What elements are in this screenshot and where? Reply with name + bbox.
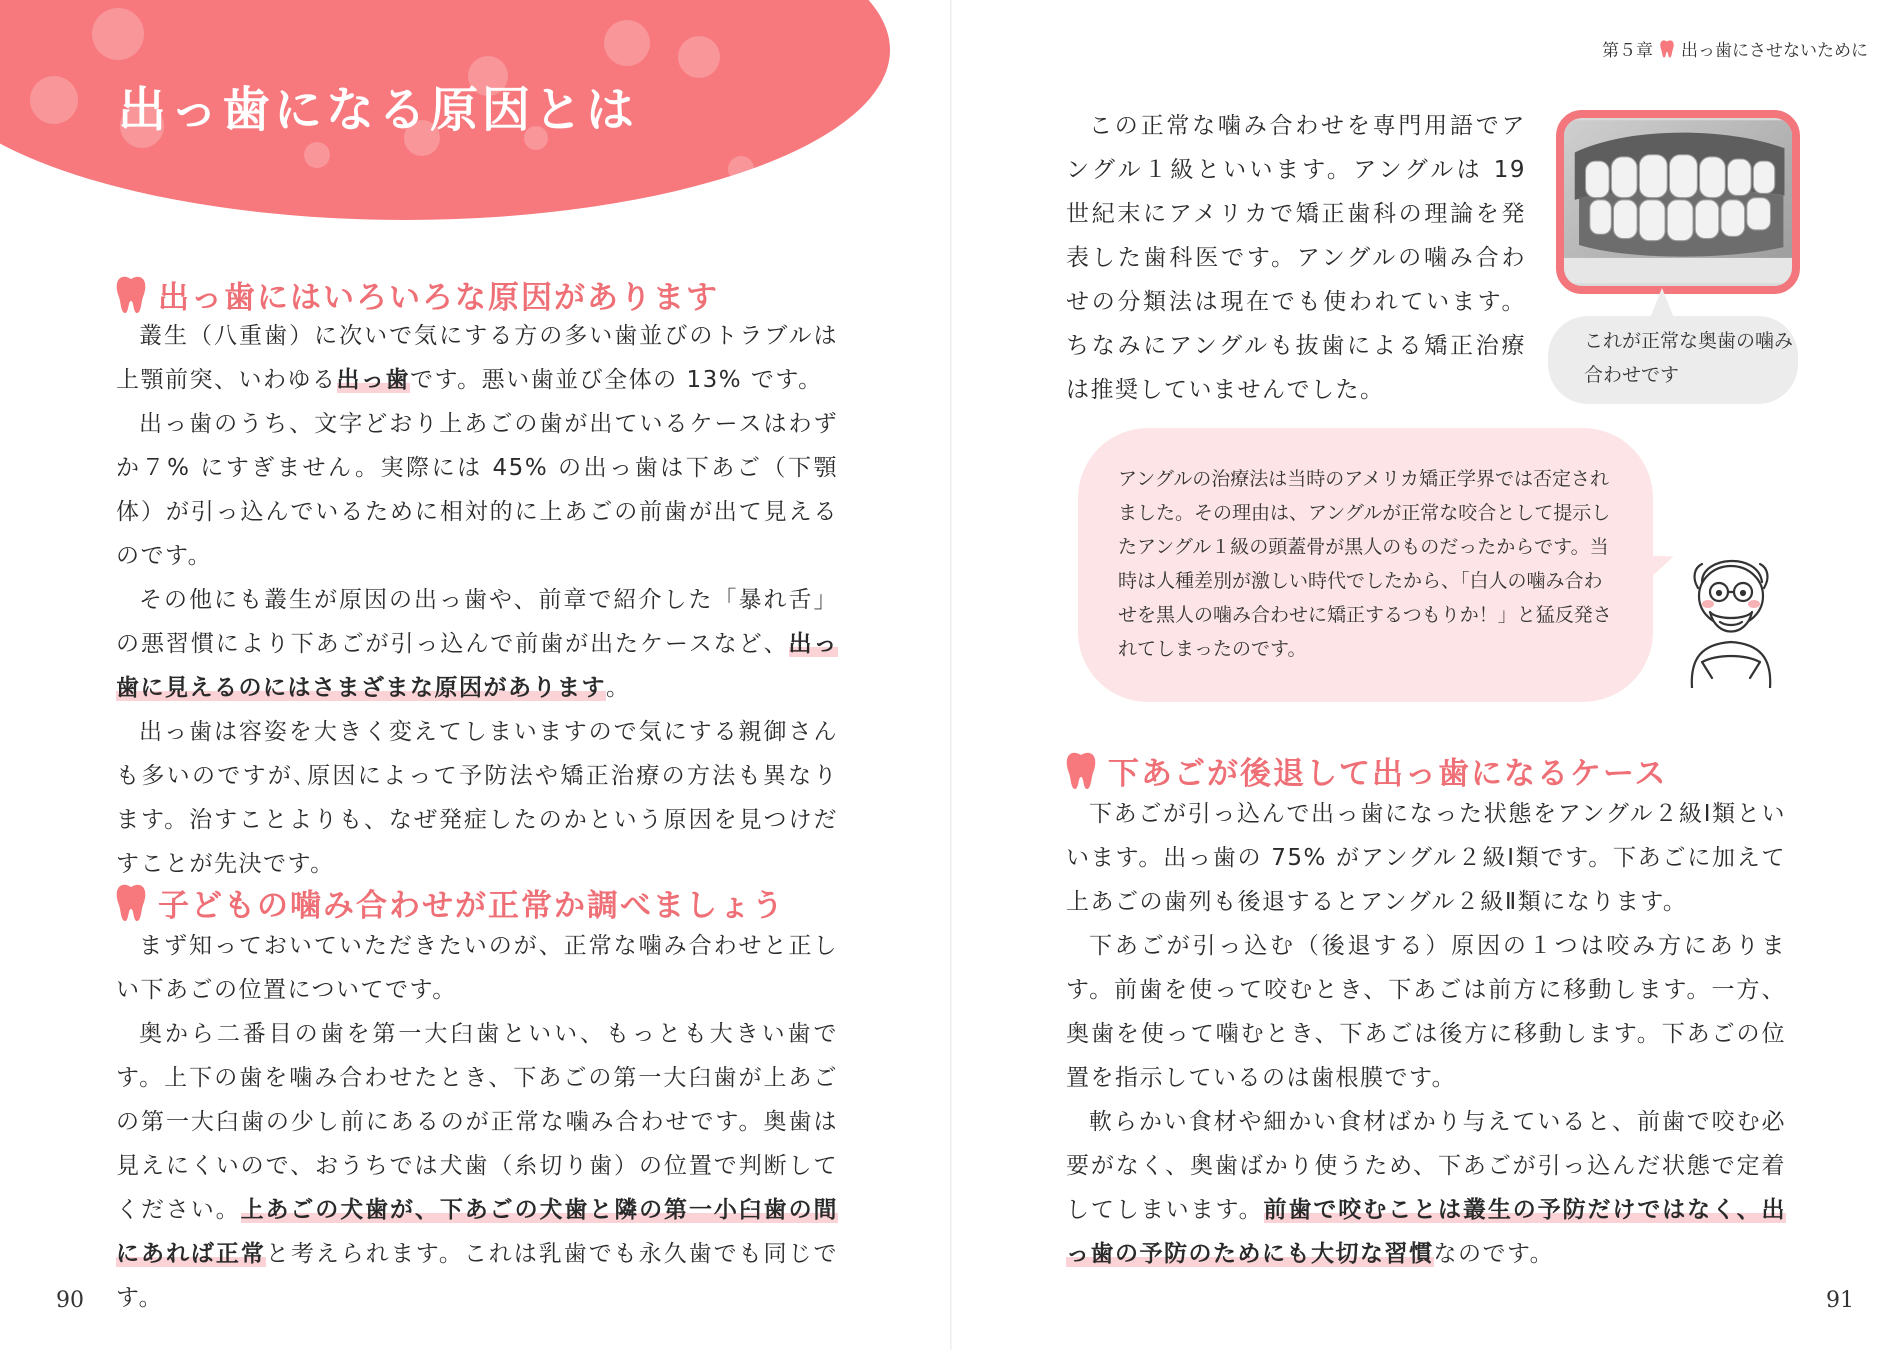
section-heading-text: 子どもの噛み合わせが正常か調べましょう xyxy=(158,888,785,924)
page-title: 出っ歯になる原因とは xyxy=(118,82,639,138)
teeth-photo-image xyxy=(1564,118,1792,286)
running-head xyxy=(1602,36,1868,61)
doctor-illustration xyxy=(1672,538,1790,688)
text: 軟らかい食材や細かい食材ばかり与えていると、前歯で咬む必要がなく、奥歯ばかり使うため、下あごが引っ込んだ状態で定着してしまいます。 xyxy=(1066,1109,1786,1223)
section-heading xyxy=(114,880,785,925)
text: 。 xyxy=(606,675,631,701)
text: です。悪い歯並び全体の 13% です。 xyxy=(410,367,823,393)
chapter-label: 第５章 xyxy=(1602,41,1653,61)
tooth-icon xyxy=(1659,39,1675,59)
photo-caption: これが正常な奥歯の噛み合わせです xyxy=(1584,330,1794,386)
paragraph: 下あごが引っ込む（後退する）原因の１つは咬み方にあります。前歯を使って咬むとき、下あごは前方に移動します。一方、奥歯を使って噛むとき、下あごは後方に移動します。下あごの位置を指示しているのは歯根膜です。 xyxy=(1066,933,1786,1091)
text: 奥から二番目の歯を第一大臼歯といい、もっとも大きい歯です。上下の歯を噛み合わせたとき、下あごの第一大臼歯が上あごの第一大臼歯の少し前にあるのが正常な噛み合わせです。奥歯は見えにくいので、おうちでは犬歯（糸切り歯）の位置で判断してください。 xyxy=(116,1021,838,1223)
highlight-text: 出っ歯に見えるのにはさまざまな原因があります xyxy=(116,631,838,701)
paragraph: この正常な噛み合わせを専門用語でアングル１級といいます。アングルは 19 世紀末にアメリカで矯正歯科の理論を発表した歯科医です。アングルの噛み合わせの分類法は現在でも使われています。ちなみにアングルも抜歯による矯正治療は推奨していませんでした。 xyxy=(1066,113,1526,403)
page-number: 91 xyxy=(1826,1288,1854,1313)
intro-text xyxy=(1066,104,1526,412)
section-body xyxy=(116,314,838,886)
paragraph: 出っ歯のうち、文字どおり上あごの歯が出ているケースはわずか７% にすぎません。実際には 45% の出っ歯は下あご（下顎体）が引っ込んでいるために相対的に上あごの前歯が出て見えるのです。 xyxy=(116,411,838,569)
text: なのです。 xyxy=(1433,1241,1555,1267)
paragraph xyxy=(116,1012,838,1320)
text: その他にも叢生が原因の出っ歯や、前章で紹介した「暴れ舌」の悪習慣により下あごが引っ込んで前歯が出たケースなど、 xyxy=(116,587,838,657)
section-body xyxy=(1066,792,1786,1276)
paragraph xyxy=(1066,1100,1786,1276)
text: と考えられます。これは乳歯でも永久歯でも同じです。 xyxy=(116,1241,838,1311)
section-heading-text: 出っ歯にはいろいろな原因があります xyxy=(158,280,719,316)
tooth-icon xyxy=(114,883,148,923)
page-number: 90 xyxy=(56,1288,84,1313)
section-heading xyxy=(1064,748,1667,793)
paragraph xyxy=(116,578,838,710)
section-body xyxy=(116,924,838,1320)
section-heading-text: 下あごが後退して出っ歯になるケース xyxy=(1108,756,1668,792)
highlight-text: 上あごの犬歯が、下あごの犬歯と隣の第一小臼歯の間にあれば正常 xyxy=(116,1197,839,1267)
highlight-text: 前歯で咬むことは叢生の予防だけではなく、出っ歯の予防のためにも大切な習慣 xyxy=(1066,1197,1786,1267)
tooth-icon xyxy=(114,275,148,315)
paragraph: 下あごが引っ込んで出っ歯になった状態をアングル２級Ⅰ類といいます。出っ歯の 75% がアングル２級Ⅰ類です。下あごに加えて上あごの歯列も後退するとアングル２級Ⅱ類になります。 xyxy=(1066,801,1786,915)
chapter-title: 出っ歯にさせないために xyxy=(1681,41,1868,61)
tooth-icon xyxy=(1064,751,1098,791)
teeth-photo xyxy=(1556,110,1800,294)
paragraph xyxy=(116,314,838,402)
paragraph: 出っ歯は容姿を大きく変えてしまいますので気にする親御さんも多いのですが､原因によって予防法や矯正治療の方法も異なります。治すことよりも、なぜ発症したのかという原因を見つけだすことが先決です。 xyxy=(116,719,838,877)
section-heading xyxy=(114,272,719,317)
highlight-text: 出っ歯 xyxy=(336,367,410,393)
speech-bubble-text: アングルの治療法は当時のアメリカ矯正学界では否定されました。その理由は、アングルが正常な咬合として提示したアングル１級の頭蓋骨が黒人のものだったからです。当時は人種差別が激しい時代でしたから、「白人の噛み合わせを黒人の噛み合わせに矯正するつもりか！」と猛反発されてしまったのです。 xyxy=(1118,468,1612,660)
paragraph: まず知っておいていただきたいのが、正常な噛み合わせと正しい下あごの位置についてです。 xyxy=(116,933,838,1003)
text: 叢生（八重歯）に次いで気にする方の多い歯並びのトラブルは上顎前突、いわゆる xyxy=(116,323,838,393)
